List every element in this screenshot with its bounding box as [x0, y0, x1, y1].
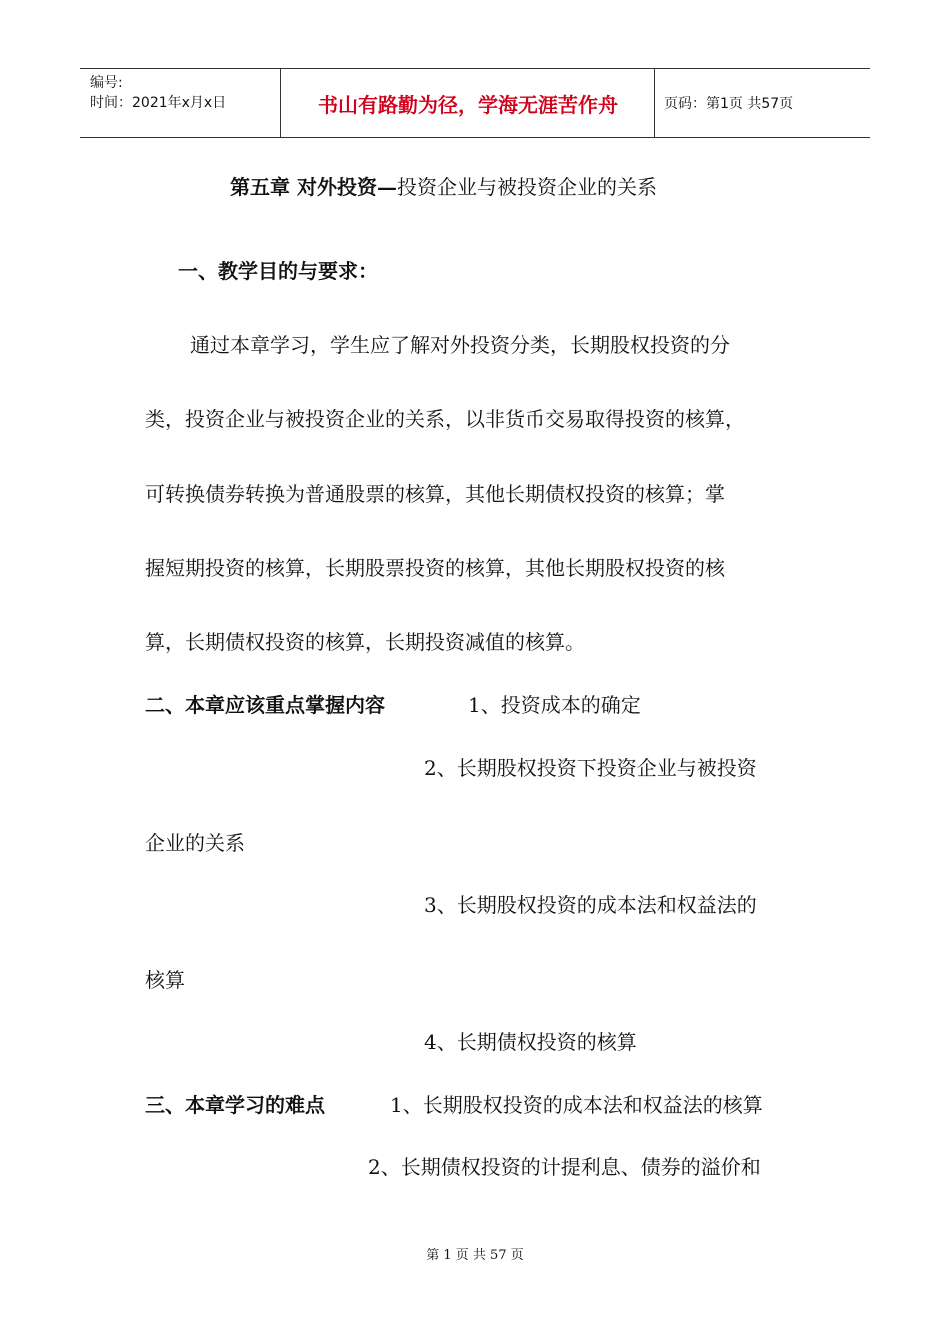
- number-label: 编号:: [90, 75, 123, 91]
- section2-heading: 二、本章应该重点掌握内容: [145, 693, 385, 717]
- document-header: [80, 68, 870, 138]
- section2-item-3: 3、长期股权投资的成本法和权益法的: [424, 893, 757, 917]
- section3-heading: 三、本章学习的难点: [145, 1093, 325, 1117]
- section1-line-3: 可转换债券转换为普通股票的核算，其他长期债权投资的核算；掌: [145, 482, 725, 506]
- header-divider-left: [280, 69, 281, 137]
- header-meta: [90, 73, 226, 113]
- section1-line-2: 类，投资企业与被投资企业的关系，以非货币交易取得投资的核算，: [145, 407, 745, 431]
- page-footer: 第 1 页 共 57 页: [426, 1248, 524, 1263]
- chapter-title-bold: 第五章 对外投资—: [230, 175, 397, 199]
- section2-item-3-cont: 核算: [145, 968, 185, 992]
- section2-item-1: 1、投资成本的确定: [468, 693, 641, 717]
- date-label: 时间：2021年x月x日: [90, 95, 227, 111]
- section1-line-1: 通过本章学习，学生应了解对外投资分类，长期股权投资的分: [190, 333, 730, 357]
- section3-item-1: 1、长期股权投资的成本法和权益法的核算: [390, 1093, 763, 1117]
- header-motto: 书山有路勤为径，学海无涯苦作舟: [318, 92, 618, 117]
- section3-item-2: 2、长期债权投资的计提利息、债券的溢价和: [368, 1155, 761, 1179]
- chapter-title: [230, 172, 657, 202]
- section1-line-5: 算，长期债权投资的核算，长期投资减值的核算。: [145, 630, 585, 654]
- section2-item-2: 2、长期股权投资下投资企业与被投资: [424, 756, 757, 780]
- section2-item-2-cont: 企业的关系: [145, 831, 245, 855]
- section1-heading: 一、教学目的与要求：: [178, 259, 378, 283]
- chapter-title-rest: 投资企业与被投资企业的关系: [396, 175, 657, 199]
- section2-item-4: 4、长期债权投资的核算: [424, 1030, 637, 1054]
- header-page-info: 页码：第1页 共57页: [664, 96, 794, 112]
- section1-line-4: 握短期投资的核算，长期股票投资的核算，其他长期股权投资的核: [145, 556, 725, 580]
- header-divider-right: [654, 69, 655, 137]
